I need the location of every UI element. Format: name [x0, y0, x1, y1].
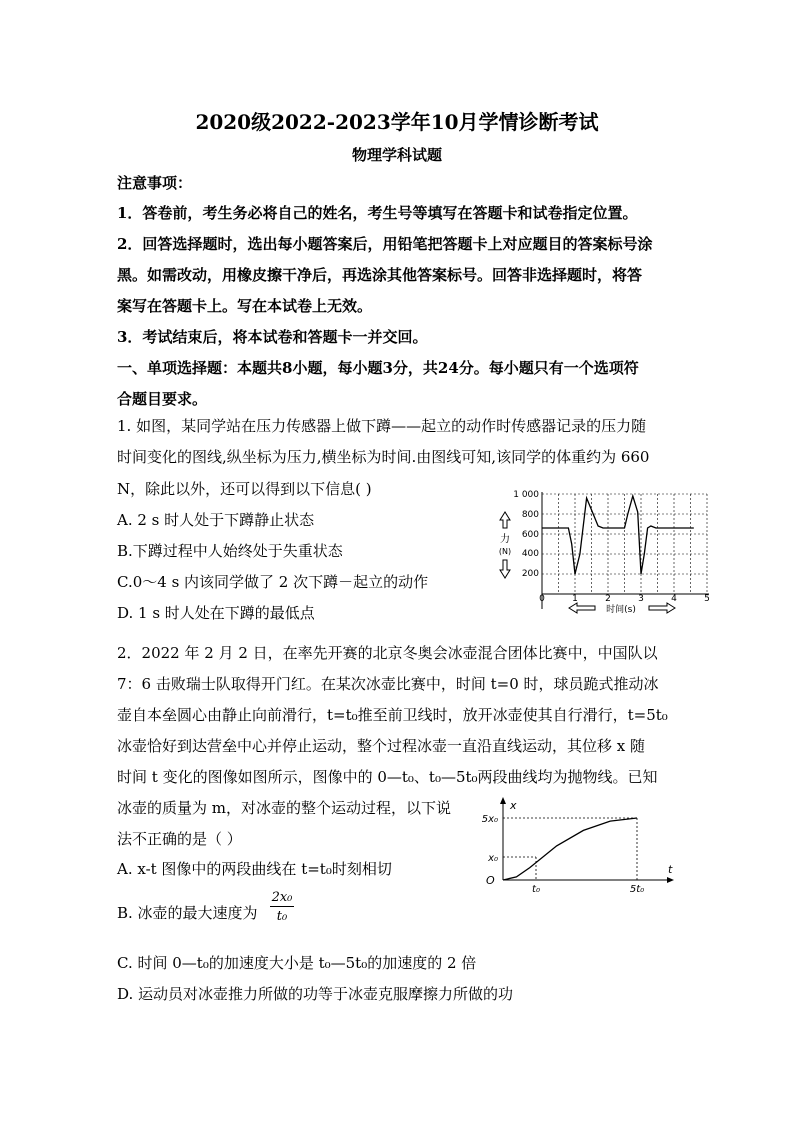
origin-label: O — [486, 874, 495, 887]
note-line: 1．答卷前，考生务必将自己的姓名，考生号等填写在答题卡和试卷指定位置。 — [117, 204, 638, 222]
x-tick-label: 4 — [671, 594, 677, 604]
force-time-chart — [487, 484, 717, 619]
q2-stem-line: 时间 t 变化的图像如图所示，图像中的 0—t₀、t₀—5t₀两段曲线均为抛物线。已知 — [117, 768, 658, 786]
fraction-numerator: 2x₀ — [271, 890, 293, 905]
fraction-denominator: t₀ — [276, 909, 288, 924]
x-tick-label: 0 — [539, 594, 545, 604]
down-arrow-icon — [500, 560, 510, 578]
y-tick-label: 600 — [521, 530, 539, 540]
q2-option-d: D. 运动员对冰壶推力所做的功等于冰壶克服摩擦力所做的功 — [117, 985, 514, 1003]
y-axis-label: 力 — [500, 534, 510, 545]
displacement-time-chart — [478, 795, 678, 895]
q1-option-a: A. 2 s 时人处于下蹲静止状态 — [117, 511, 315, 529]
y-tick-label: 200 — [521, 569, 539, 579]
q2-option-a: A. x-t 图像中的两段曲线在 t=t₀时刻相切 — [117, 860, 392, 878]
q2-stem-line: 冰壶恰好到达营垒中心并停止运动，整个过程冰壶一直沿直线运动，其位移 x 随 — [117, 737, 645, 755]
y-tick-label: 400 — [521, 549, 539, 559]
guide-lines — [503, 818, 637, 880]
q1-option-d: D. 1 s 时人处在下蹲的最低点 — [117, 604, 315, 622]
notes-heading: 注意事项： — [117, 174, 193, 192]
q2-option-c: C. 时间 0—t₀的加速度大小是 t₀—5t₀的加速度的 2 倍 — [117, 954, 477, 972]
q2-stem-line: 2．2022 年 2 月 2 日，在率先开赛的北京冬奥会冰壶混合团体比赛中，中国队以 — [117, 644, 658, 662]
chart-grid — [542, 494, 707, 594]
left-arrow-icon — [569, 603, 595, 613]
note-line: 黑。如需改动，用橡皮擦干净后，再选涂其他答案标号。回答非选择题时，将答 — [117, 266, 643, 284]
exam-title: 2020级2022-2023学年10月学情诊断考试 — [195, 110, 599, 134]
right-arrow-icon — [649, 603, 675, 613]
q2-option-b: B. 冰壶的最大速度为 — [117, 904, 258, 922]
y-tick-label: 800 — [521, 510, 539, 520]
y-axis-label: x — [510, 799, 517, 812]
q2-stem-line: 壶自本垒圆心由静止向前滑行，t=t₀推至前卫线时，放开冰壶使其自行滑行，t=5t₀ — [117, 706, 668, 724]
y-axis-unit: (N) — [498, 547, 512, 556]
q1-stem-line: 时间变化的图线,纵坐标为压力,横坐标为时间.由图线可知,该同学的体重约为 660 — [117, 448, 650, 466]
exam-subtitle: 物理学科试题 — [351, 146, 442, 164]
y-tick-label: x₀ — [488, 853, 498, 864]
q1-stem-line: N，除此以外，还可以得到以下信息( ) — [117, 480, 372, 498]
q1-option-c: C.0～4 s 内该同学做了 2 次下蹲－起立的动作 — [117, 573, 429, 591]
q1-stem-line: 1. 如图，某同学站在压力传感器上做下蹲——起立的动作时传感器记录的压力随 — [117, 417, 647, 435]
displacement-curve — [503, 818, 637, 880]
x-axis-label: 时间(s) — [606, 605, 636, 615]
max-speed-fraction — [270, 890, 294, 924]
y-tick-label: 5x₀ — [481, 814, 498, 825]
section-heading: 一、单项选择题：本题共8小题，每小题3分，共24分。每小题只有一个选项符 — [117, 359, 639, 377]
x-tick-label: 3 — [638, 594, 644, 604]
q2-stem-line: 法不正确的是（ ） — [117, 830, 242, 848]
x-tick-label: 5t₀ — [629, 884, 645, 895]
x-tick-label: 1 — [572, 594, 578, 604]
x-tick-label: 2 — [605, 594, 611, 604]
section-heading-cont: 合题目要求。 — [117, 390, 208, 408]
q2-stem-line: 冰壶的质量为 m，对冰壶的整个运动过程，以下说 — [117, 799, 451, 817]
note-line: 2．回答选择题时，选出每小题答案后，用铅笔把答题卡上对应题目的答案标号涂 — [117, 235, 653, 253]
y-ticks — [513, 490, 539, 579]
up-arrow-icon — [500, 512, 510, 528]
x-tick-label: 5 — [704, 594, 710, 604]
y-tick-label: 1 000 — [513, 490, 539, 500]
x-ticks — [539, 594, 710, 604]
q2-stem-line: 7：6 击败瑞士队取得开门红。在某次冰壶比赛中，时间 t=0 时，球员跪式推动冰 — [117, 675, 659, 693]
x-axis-label: t — [668, 863, 673, 876]
note-line: 案写在答题卡上。写在本试卷上无效。 — [117, 297, 373, 315]
chart-axes — [542, 492, 709, 609]
q1-option-b: B.下蹲过程中人始终处于失重状态 — [117, 542, 343, 560]
note-line: 3．考试结束后，将本试卷和答题卡一并交回。 — [117, 328, 428, 346]
x-tick-label: t₀ — [532, 884, 540, 895]
force-series-line — [542, 496, 694, 574]
